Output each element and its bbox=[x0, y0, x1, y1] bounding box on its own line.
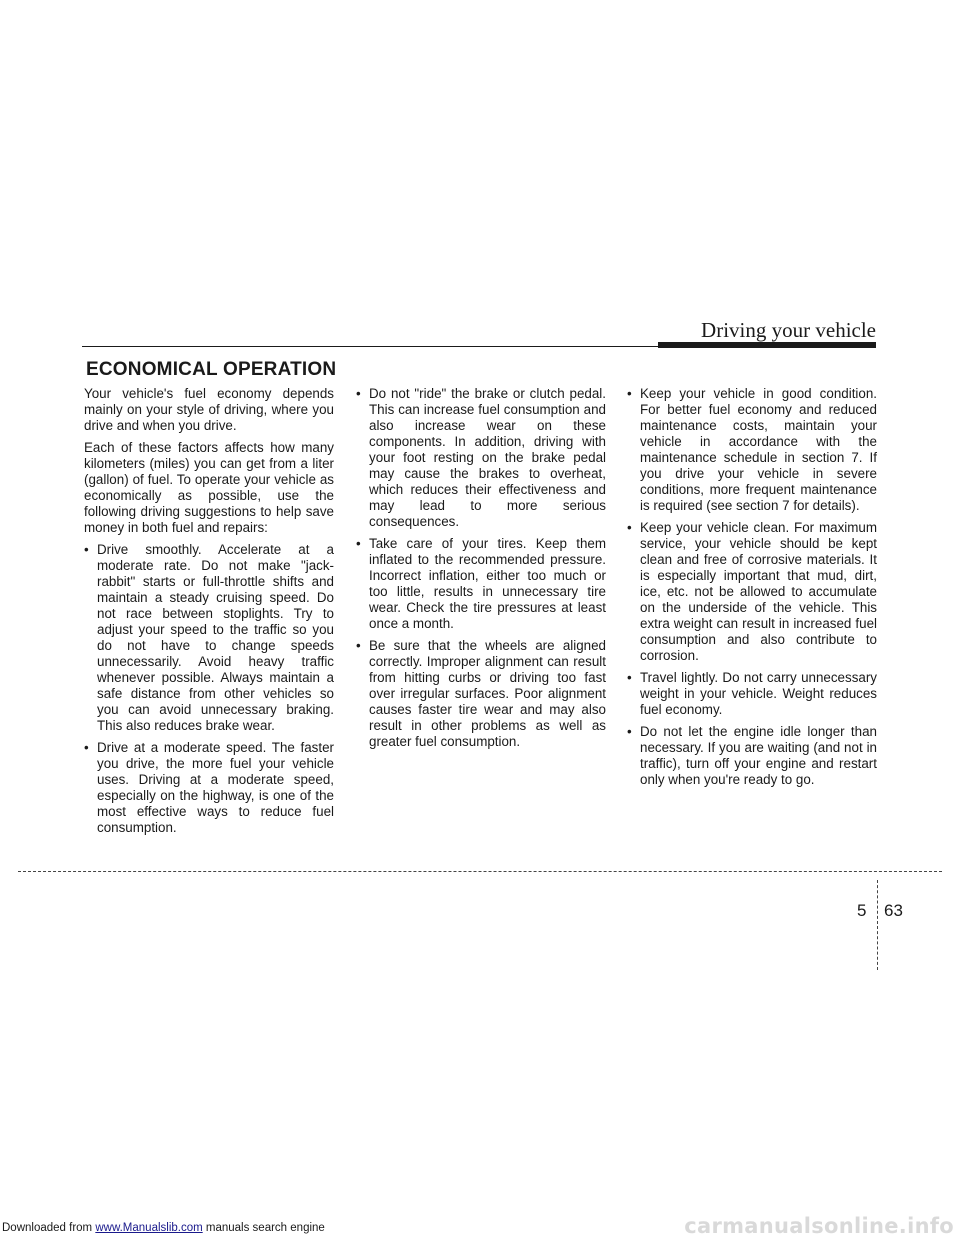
page-number: 63 bbox=[884, 901, 903, 920]
page-number-divider bbox=[877, 880, 878, 970]
list-item: • Be sure that the wheels are aligned correctly. Improper alignment can result from hitting curbs or driving too fast over irregular surfaces. Poor alignment causes faster tire wear and may also result in other problems as well as greater fuel consumption. bbox=[356, 638, 606, 750]
list-item: • Drive at a moderate speed. The faster you drive, the more fuel your vehicle uses. Driving at a moderate speed, especially on the highway, is one of the most effective ways to reduce fuel consumption. bbox=[84, 740, 334, 836]
list-item: • Keep your vehicle in good condition. For better fuel economy and reduced maintenance costs, maintain your vehicle in accordance with the maintenance schedule in section 7. If you drive your vehicle in severe conditions, more frequent maintenance is required (see section 7 for details). bbox=[627, 386, 877, 514]
list-item: • Keep your vehicle clean. For maximum service, your vehicle should be kept clean and free of corrosive materials. It is especially important that mud, dirt, ice, etc. not be allowed to accumulate on the underside of the vehicle. This extra weight can result in increased fuel consumption and also contribute to corrosion. bbox=[627, 520, 877, 664]
footer-suffix: manuals search engine bbox=[202, 1222, 325, 1234]
list-item: • Do not "ride" the brake or clutch pedal. This can increase fuel consumption and also increase wear on these components. In addition, driving with your foot resting on the brake pedal may cause the brakes to overheat, which reduces their effectiveness and may lead to more serious consequences. bbox=[356, 386, 606, 530]
watermark: carmanualsonline.info bbox=[684, 1214, 954, 1238]
page-heading: ECONOMICAL OPERATION bbox=[86, 359, 337, 380]
footer-divider bbox=[18, 871, 942, 872]
list-item: • Do not let the engine idle longer than necessary. If you are waiting (and not in traffic), turn off your engine and restart only when you're ready to go. bbox=[627, 724, 877, 788]
intro-paragraph: Your vehicle's fuel economy depends mainly on your style of driving, where you drive and when you drive. bbox=[84, 386, 334, 433]
text-column-3 bbox=[627, 386, 877, 794]
download-footer bbox=[2, 1222, 325, 1234]
header-rule-accent bbox=[658, 342, 876, 348]
list-item: • Take care of your tires. Keep them inflated to the recommended pressure. Incorrect inflation, either too much or too little, results in unnecessary tire wear. Check the tire pressures at least once a month. bbox=[356, 536, 606, 632]
chapter-number: 5 bbox=[857, 901, 867, 920]
list-item: • Drive smoothly. Accelerate at a moderate rate. Do not make "jack-rabbit" starts or full-throttle shifts and maintain a steady cruising speed. Do not race between stoplights. Try to adjust your speed to the traffic so you do not have to change speeds unnecessarily. Avoid heavy traffic whenever possible. Always maintain a safe distance from other vehicles so you can avoid unnecessary braking. This also reduces brake wear. bbox=[84, 542, 334, 734]
manualslib-link[interactable]: www.Manualslib.com bbox=[95, 1222, 203, 1234]
tips-list bbox=[84, 542, 334, 836]
tips-list bbox=[627, 386, 877, 788]
tips-list bbox=[356, 386, 606, 750]
footer-prefix: Downloaded from bbox=[2, 1222, 96, 1234]
text-column-2 bbox=[356, 386, 606, 756]
list-item: • Travel lightly. Do not carry unnecessary weight in your vehicle. Weight reduces fuel economy. bbox=[627, 670, 877, 718]
intro-paragraph: Each of these factors affects how many kilometers (miles) you can get from a liter (gallon) of fuel. To operate your vehicle as economically as possible, use the following driving suggestions to help save money in both fuel and repairs: bbox=[84, 440, 334, 535]
section-title: Driving your vehicle bbox=[701, 318, 876, 342]
text-column-1 bbox=[84, 386, 334, 842]
